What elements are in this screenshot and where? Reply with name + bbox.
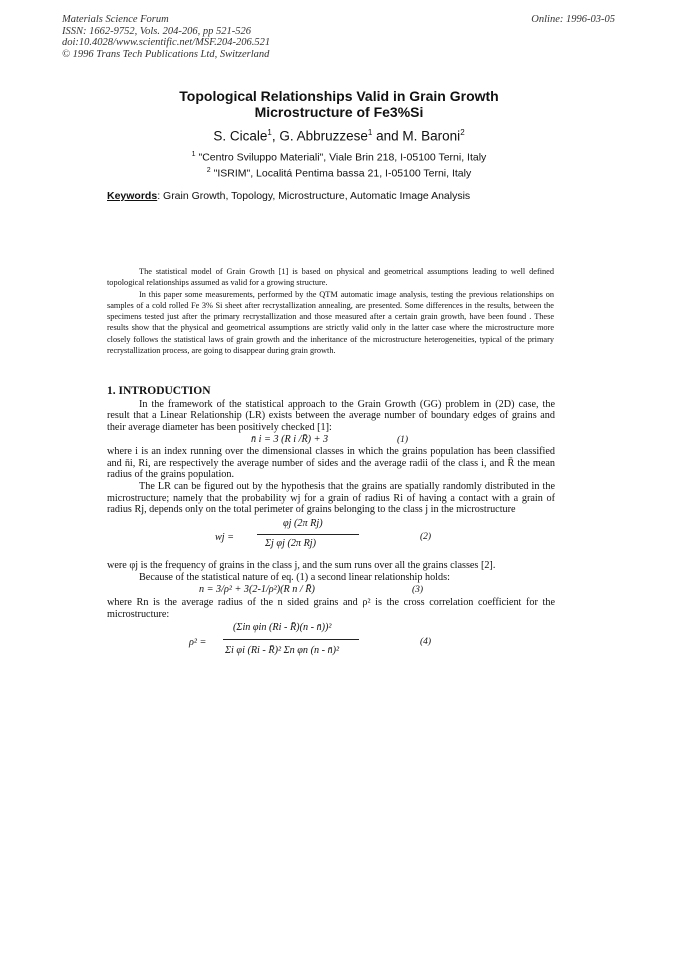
intro-paragraph-1: In the framework of the statistical approach to the Grain Growth (GG) problem in (2D) case, the result that a Linear Relationship (LR) exists between the average number of boundary edges of grains and their average diameter has been positively checked [1]: — [107, 398, 555, 434]
equation-3-number: (3) — [412, 585, 424, 596]
author-1-affil: 1 — [267, 128, 272, 137]
equation-2-lhs: wj = — [215, 532, 235, 544]
equation-2-fraction-bar — [257, 534, 359, 535]
introduction-section — [107, 386, 555, 667]
intro-paragraph-6: where Rn is the average radius of the n sided grains and ρ² is the cross correlation coefficient for the microstructure: — [107, 597, 555, 621]
equation-1-body: n̄ i = 3 (R i /R̄) + 3 — [251, 433, 329, 445]
equation-4-lhs: ρ² = — [189, 636, 207, 648]
paper-title — [0, 88, 678, 120]
keywords-label: Keywords — [107, 190, 158, 202]
journal-doi: doi:10.4028/www.scientific.net/MSF.204-206.521 — [62, 37, 271, 48]
intro-paragraph-4: were φj is the frequency of grains in the class j, and the sum runs over all the grains classes [2]. — [107, 560, 496, 572]
equation-2-numerator: φj (2π Rj) — [283, 518, 323, 530]
journal-issn: ISSN: 1662-9752, Vols. 204-206, pp 521-526 — [62, 25, 251, 37]
author-2: G. Abbruzzese — [279, 128, 368, 144]
keywords-text: : Grain Growth, Topology, Microstructure, Automatic Image Analysis — [157, 190, 471, 202]
affiliation-1-text: "Centro Sviluppo Materiali", Viale Brin 218, I-05100 Terni, Italy — [198, 151, 487, 164]
equation-4-numerator: (Σin φin (Ri - R̄)(n - n̄))² — [233, 621, 332, 633]
equation-1 — [107, 434, 555, 446]
equation-1-number: (1) — [397, 434, 409, 445]
abstract-paragraph-2: In this paper some measurements, performed by the QTM automatic image analysis, testing the previous relationships on samples of a cold rolled Fe 3% Si sheet after recrystallization annealing, are presented. Some differences in the results, between the specimens tested just after the primary recrystallization and those measured after a certain grain growth, have been found . These results show that the physical and geometrical assumptions are strictly valid only in the latter case where the microstructure more closely follows the statistical laws of grain growth and the inheritance of the microstructure heterogeneities, typical of the primary recrystallization process, are going to disappear during grain growth. — [107, 289, 554, 356]
author-3-affil: 2 — [460, 128, 465, 137]
author-2-affil: 1 — [367, 128, 373, 137]
equation-2 — [107, 516, 555, 560]
section-heading: 1. INTRODUCTION — [107, 385, 211, 397]
equation-4-denominator: Σi φi (Ri - R̄)² Σn φn (n - n̄)² — [225, 644, 340, 656]
intro-paragraph-3: The LR can be figured out by the hypothesis that the grains are spatially randomly distributed in the microstructure; namely that the probability wj for a grain of radius Ri of having a contact with a grain of radius Rj, depends only on the total perimeter of grains belonging to the class j in the microstructure — [107, 480, 555, 516]
author-1: S. Cicale — [213, 128, 268, 144]
author-and: and — [372, 128, 403, 144]
equation-3-body: n = 3/ρ² + 3(2-1/ρ²)(R n / R̄) — [199, 584, 315, 596]
journal-header — [62, 14, 270, 60]
equation-4-fraction-bar — [223, 639, 359, 640]
intro-paragraph-5: Because of the statistical nature of eq. (1) a second linear relationship holds: — [139, 571, 450, 583]
journal-name: Materials Science Forum — [62, 14, 169, 25]
author-list — [0, 128, 678, 144]
title-line-1: Topological Relationships Valid in Grain Growth — [179, 88, 499, 104]
equation-4-number: (4) — [420, 636, 432, 647]
online-date: Online: 1996-03-05 — [531, 14, 615, 25]
equation-2-number: (2) — [420, 532, 432, 543]
abstract-paragraph-1: The statistical model of Grain Growth [1] is based on physical and geometrical assumptions leading to well defined topological relationships assumed as valid for a growing structure. — [107, 267, 554, 288]
affiliation-2-mark: 2 — [206, 167, 211, 174]
equation-3 — [107, 583, 555, 597]
affiliation-1 — [0, 151, 678, 164]
equation-2-denominator: Σj φj (2π Rj) — [265, 538, 317, 550]
affiliation-1-mark: 1 — [191, 151, 196, 158]
equation-4 — [107, 621, 555, 667]
journal-copyright: © 1996 Trans Tech Publications Ltd, Switzerland — [62, 48, 270, 60]
author-sep: , — [271, 128, 280, 144]
affiliation-2 — [0, 167, 678, 180]
keywords — [107, 190, 470, 202]
affiliation-2-text: "ISRIM", Localitá Pentima bassa 21, I-05100 Terni, Italy — [213, 167, 472, 180]
author-3: M. Baroni — [402, 128, 461, 144]
title-line-2: Microstructure of Fe3%Si — [254, 104, 424, 120]
abstract — [107, 266, 554, 356]
intro-paragraph-2: where i is an index running over the dimensional classes in which the grains population has been classified and n̄i, Ri, are respectively the average number of sides and the average radii of the class i, and R̄ the mean radius of the grains population. — [107, 445, 555, 481]
